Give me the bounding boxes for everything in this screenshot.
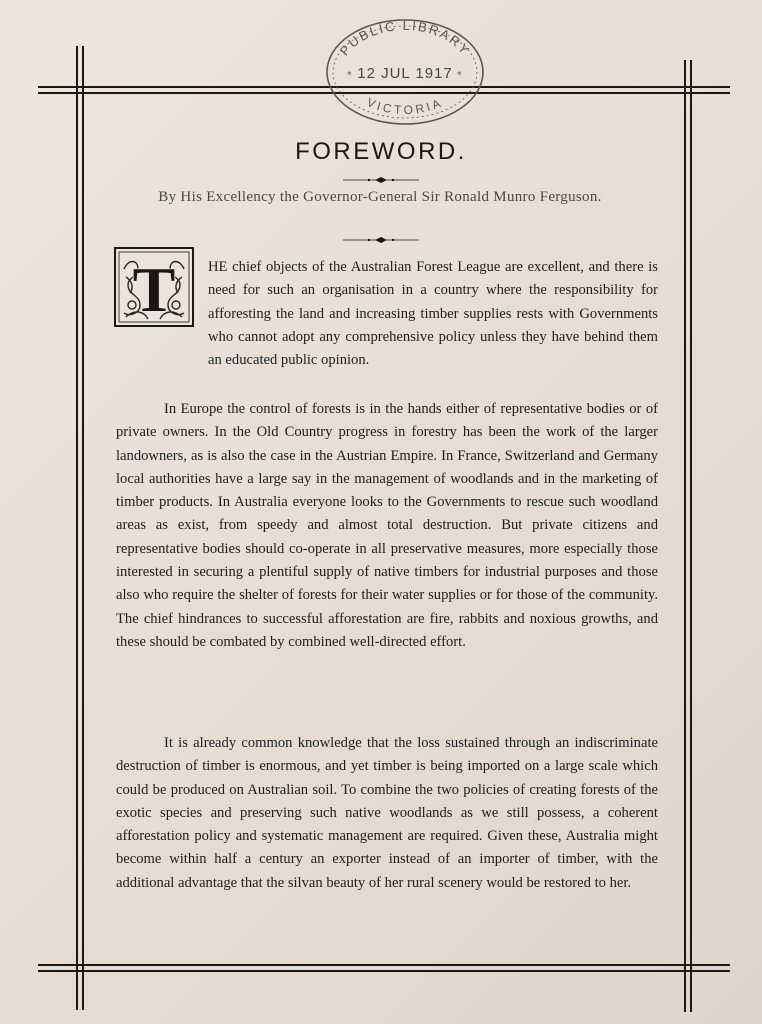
stamp-top-text: PUBLIC LIBRARY [336, 18, 474, 59]
left-border-rule [76, 46, 78, 1010]
paragraph-1 [116, 256, 658, 372]
svg-text:PUBLIC LIBRARY [337, 18, 474, 58]
byline-ornament-divider [341, 236, 421, 244]
bottom-border-rule [38, 964, 730, 966]
svg-text:*: * [457, 71, 462, 81]
stamp-bottom-text: VICTORIA [364, 95, 446, 118]
library-stamp [325, 18, 485, 126]
byline: By His Excellency the Governor-General Sir Ronald Munro Ferguson. [158, 189, 602, 205]
stamp-date: 12 JUL 1917 [357, 65, 453, 82]
svg-text:*: * [347, 71, 352, 81]
page-title: FOREWORD. [295, 138, 467, 165]
left-border-rule-inner [82, 46, 84, 1010]
paragraph-2: In Europe the control of forests is in the hands either of representative bodies or of private owners. In the Old Country progress in forestry has been the work of the larger landowners, as is also the case in the Austrian Empire. In France, Switzerland and Germany local authorities have a large say in the management of woodlands and in the marketing of timber products. In Australia everyone looks to the Governments to rescue such woodland areas as exist, from speedy and almost total destruction. But private citizens and representative bodies should co-operate in all preservative measures, more especially those interested in securing a plentiful supply of native timbers for industrial purposes and those also who require the shelter of forests for their water supplies or for those of the community. The chief hindrances to successful afforestation are fire, rabbits and noxious growths, and these should be combated by combined well-directed effort. [116, 401, 658, 650]
title-ornament-divider [341, 176, 421, 184]
bottom-border-rule-inner [38, 970, 730, 972]
paragraph-1-text: HE chief objects of the Australian Forest League are excellent, and there is need for such an organisation in a country where the responsibility for afforesting the land and increasing timber supplies rests with Governments who cannot adopt any comprehensive policy unless they have behind them an educated public opinion. [208, 259, 658, 369]
svg-text:VICTORIA [365, 95, 445, 117]
right-border-rule-inner [690, 60, 692, 1012]
paragraph-3: It is already common knowledge that the loss sustained through an indiscriminate destruction of timber is enormous, and yet timber is being imported on a large scale which could be produced on Australian soil. To combine the two policies of creating forests of the exotic species and preserving such native woodlands as we still possess, a coherent afforestation policy and systematic management are required. Given these, Australia might become within half a century an exporter instead of an importer of timber, with the additional advantage that the silvan beauty of her rural scenery would be restored to her. [116, 735, 658, 891]
right-border-rule [684, 60, 686, 1012]
drop-cap-letter: T [132, 254, 176, 325]
